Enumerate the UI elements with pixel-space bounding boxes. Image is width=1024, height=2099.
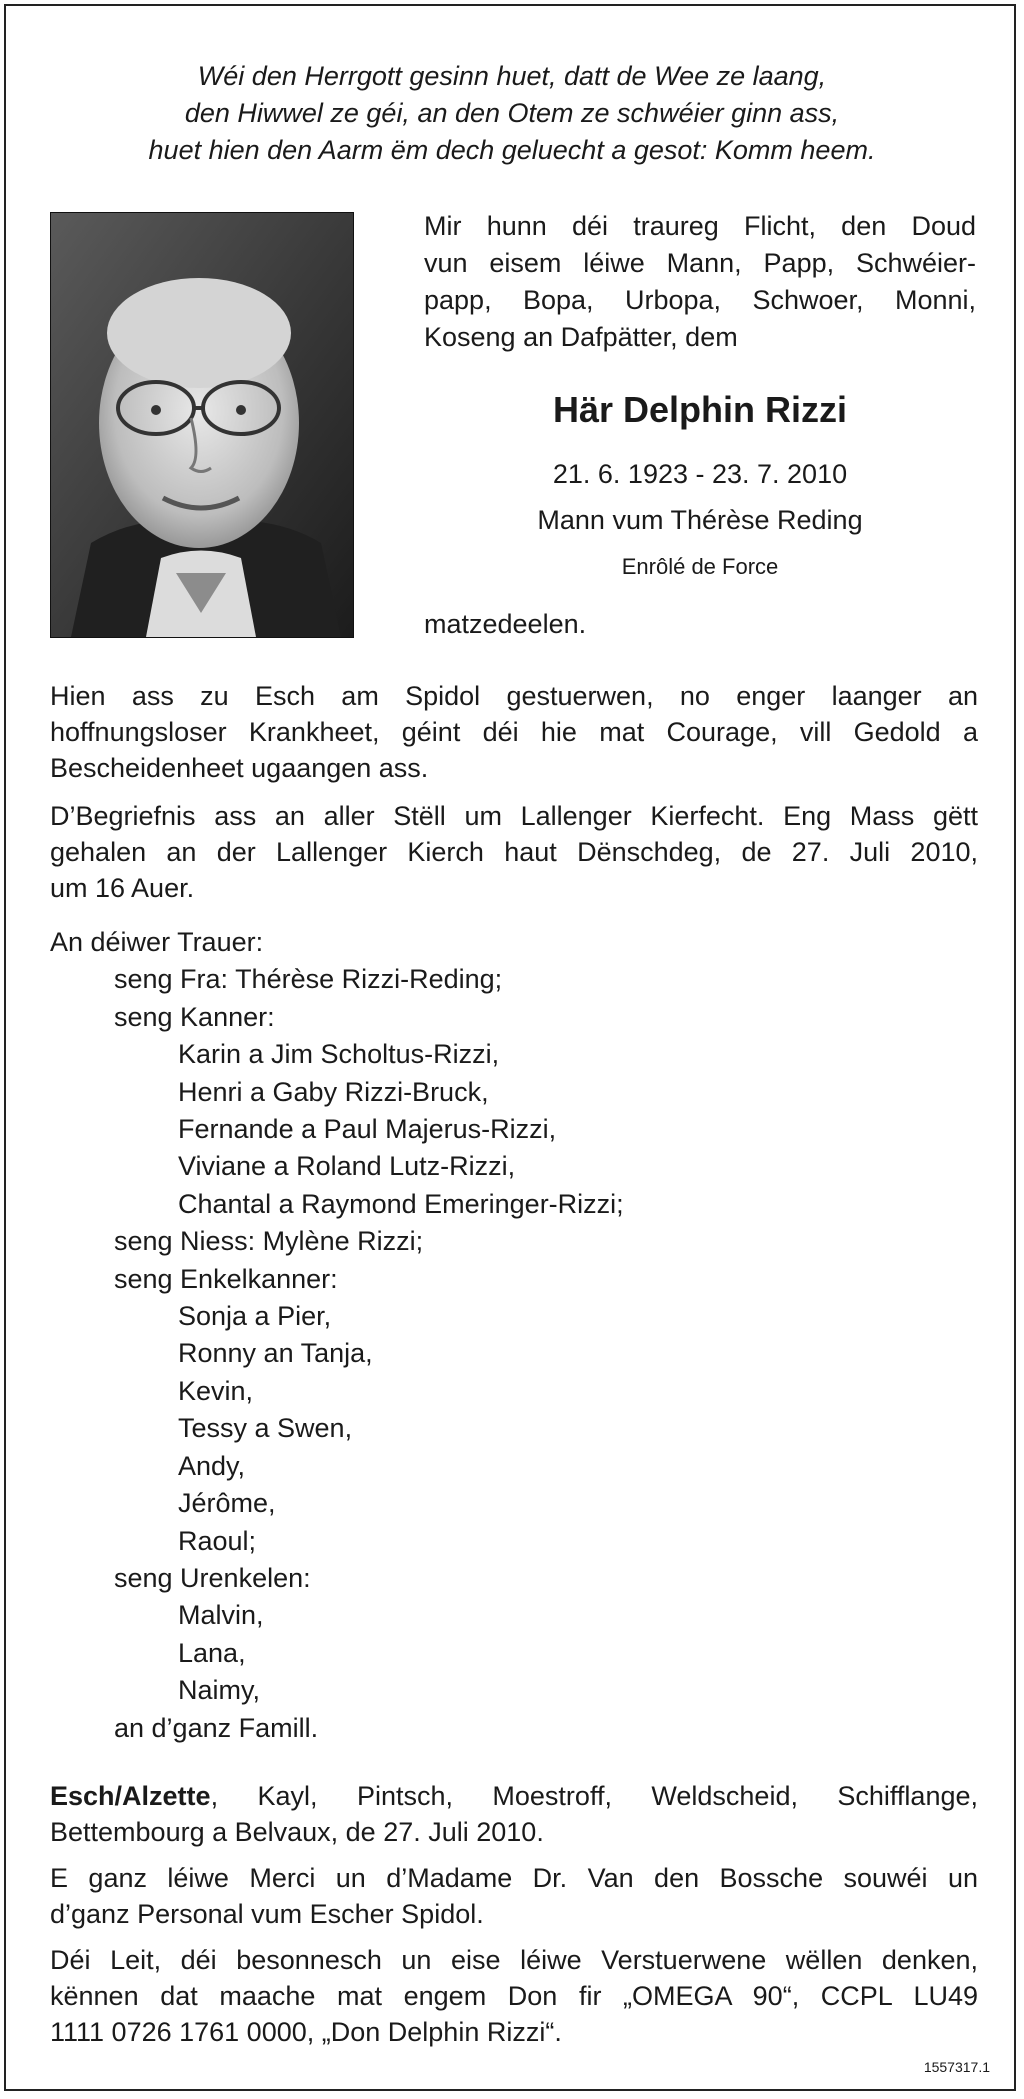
reference-number: 1557317.1 xyxy=(923,2059,990,2075)
intro-line: Mir hunn déi traureg Flicht, den Doud xyxy=(424,211,976,241)
great-grandchild-entry: Lana, xyxy=(178,1637,246,1668)
grandchild-entry: Raoul; xyxy=(178,1525,257,1556)
paragraph-line: D’Begriefnis ass an aller Stëll um Lallenger Kierfecht. Eng Mass gëtt xyxy=(50,801,978,831)
child-entry: Henri a Gaby Rizzi-Bruck, xyxy=(178,1076,489,1107)
child-entry: Karin a Jim Scholtus-Rizzi, xyxy=(178,1039,500,1070)
grandchild-entry: Sonja a Pier, xyxy=(178,1301,332,1332)
poem-line: huet hien den Aarm ëm dech geluecht a gesot: Komm heem. xyxy=(148,135,876,165)
enrole-note: Enrôlé de Force xyxy=(621,554,779,579)
share-text: matzedeelen. xyxy=(424,609,587,639)
spouse-line: Mann vum Thérèse Reding xyxy=(537,505,863,535)
paragraph-line: Bescheidenheet ugaangen ass. xyxy=(50,753,429,783)
paragraph-line: gehalen an der Lallenger Kierch haut Dënschdeg, de 27. Juli 2010, xyxy=(50,837,978,867)
life-dates: 21. 6. 1923 - 23. 7. 2010 xyxy=(552,459,848,489)
obituary-notice xyxy=(4,4,1016,2091)
donation-line: 1111 0726 1761 0000, „Don Delphin Rizzi“. xyxy=(50,2017,562,2047)
child-entry: Viviane a Roland Lutz-Rizzi, xyxy=(178,1151,516,1182)
funeral-paragraph xyxy=(50,798,978,906)
donation-line: kënnen dat maache mat engem Don fir „OMEGA 90“, CCPL LU49 xyxy=(50,1981,978,2011)
donation-line: Déi Leit, déi besonnesch un eise léiwe Verstuerwene wëllen denken, xyxy=(50,1945,978,1975)
grandchild-entry: Jérôme, xyxy=(178,1488,276,1519)
poem-line: den Hiwwel ze géi, an den Otem ze schwéier ginn ass, xyxy=(184,98,840,128)
intro-line: papp, Bopa, Urbopa, Schwoer, Monni, xyxy=(424,285,976,315)
grandchild-entry: Andy, xyxy=(178,1450,246,1481)
intro-line: vun eisem léiwe Mann, Papp, Schwéier- xyxy=(424,248,976,278)
poem-line: Wéi den Herrgott gesinn huet, datt de Wee ze laang, xyxy=(197,61,827,91)
mourner-wife: seng Fra: Thérèse Rizzi-Reding; xyxy=(114,964,503,995)
child-entry: Fernande a Paul Majerus-Rizzi, xyxy=(178,1114,557,1145)
death-paragraph xyxy=(50,678,978,786)
donation-paragraph xyxy=(50,1942,978,2050)
mourner-niece: seng Niess: Mylène Rizzi; xyxy=(114,1226,424,1257)
portrait-photo xyxy=(50,212,354,638)
intro-text xyxy=(424,208,976,356)
grandchild-entry: Ronny an Tanja, xyxy=(178,1338,373,1369)
mourners-list xyxy=(50,924,624,1747)
great-grandchild-entry: Naimy, xyxy=(178,1675,261,1706)
great-grandchildren-heading: seng Urenkelen: xyxy=(114,1562,311,1593)
children-heading: seng Kanner: xyxy=(114,1001,275,1032)
thanks-line: d’ganz Personal vum Escher Spidol. xyxy=(50,1899,484,1929)
thanks-line: E ganz léiwe Merci un d’Madame Dr. Van den Bossche souwéi un xyxy=(50,1863,978,1893)
mourner-family: an d’ganz Famill. xyxy=(114,1712,319,1743)
grandchild-entry: Kevin, xyxy=(178,1375,254,1406)
place-line xyxy=(50,1778,978,1814)
paragraph-line: um 16 Auer. xyxy=(50,873,195,903)
place-line: Bettembourg a Belvaux, de 27. Juli 2010. xyxy=(50,1817,544,1847)
paragraph-line: Hien ass zu Esch am Spidol gestuerwen, no enger laanger an xyxy=(50,681,978,711)
intro-line: Koseng an Dafpätter, dem xyxy=(424,322,738,352)
thanks-paragraph xyxy=(50,1860,978,1932)
great-grandchild-entry: Malvin, xyxy=(178,1600,264,1631)
paragraph-line: hoffnungsloser Krankheet, géint déi hie mat Courage, vill Gedold a xyxy=(50,717,978,747)
place-rest: , Kayl, Pintsch, Moestroff, Weldscheid, Schifflange, xyxy=(210,1781,978,1811)
place-paragraph xyxy=(50,1778,978,1850)
deceased-name: Här Delphin Rizzi xyxy=(552,389,848,430)
grandchild-entry: Tessy a Swen, xyxy=(178,1413,353,1444)
poem xyxy=(46,58,978,169)
child-entry: Chantal a Raymond Emeringer-Rizzi; xyxy=(178,1188,624,1219)
mourners-heading: An déiwer Trauer: xyxy=(50,927,264,957)
grandchildren-heading: seng Enkelkanner: xyxy=(114,1263,338,1294)
place-town: Esch/Alzette xyxy=(50,1781,211,1811)
